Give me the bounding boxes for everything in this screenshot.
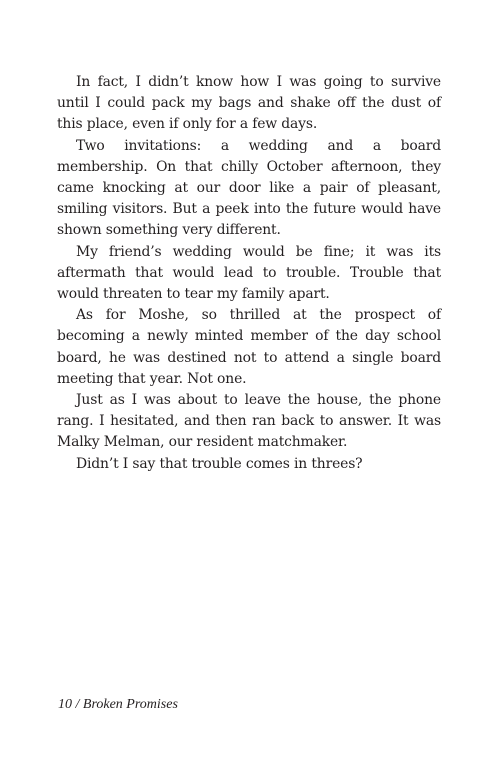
paragraph-4: As for Moshe, so thrilled at the prospect of becoming a newly minted member of the day school board, he was destined not to attend a single board meeting that year. Not one. bbox=[57, 307, 441, 387]
footer-separator: / bbox=[75, 697, 80, 712]
body-text bbox=[57, 72, 441, 475]
page-number: 10 bbox=[58, 697, 72, 712]
book-title: Broken Promises bbox=[82, 697, 178, 712]
paragraph-1: In fact, I didn’t know how I was going to survive until I could pack my bags and shake off the dust of this place, even if only for a few days. bbox=[57, 74, 441, 133]
paragraph-5: Just as I was about to leave the house, the phone rang. I hesitated, and then ran back to answer. It was Malky Melman, our resident matchmaker. bbox=[57, 392, 441, 451]
paragraph-2: Two invitations: a wedding and a board membership. On that chilly October afternoon, they came knocking at our door like a pair of pleasant, smiling visitors. But a peek into the future would have shown something very different. bbox=[57, 137, 441, 239]
paragraph-3: My friend’s wedding would be fine; it was its aftermath that would lead to trouble. Trouble that would threaten to tear my family apart. bbox=[57, 243, 441, 303]
page-footer bbox=[58, 697, 178, 713]
paragraph-6: Didn’t I say that trouble comes in threes? bbox=[76, 455, 363, 472]
